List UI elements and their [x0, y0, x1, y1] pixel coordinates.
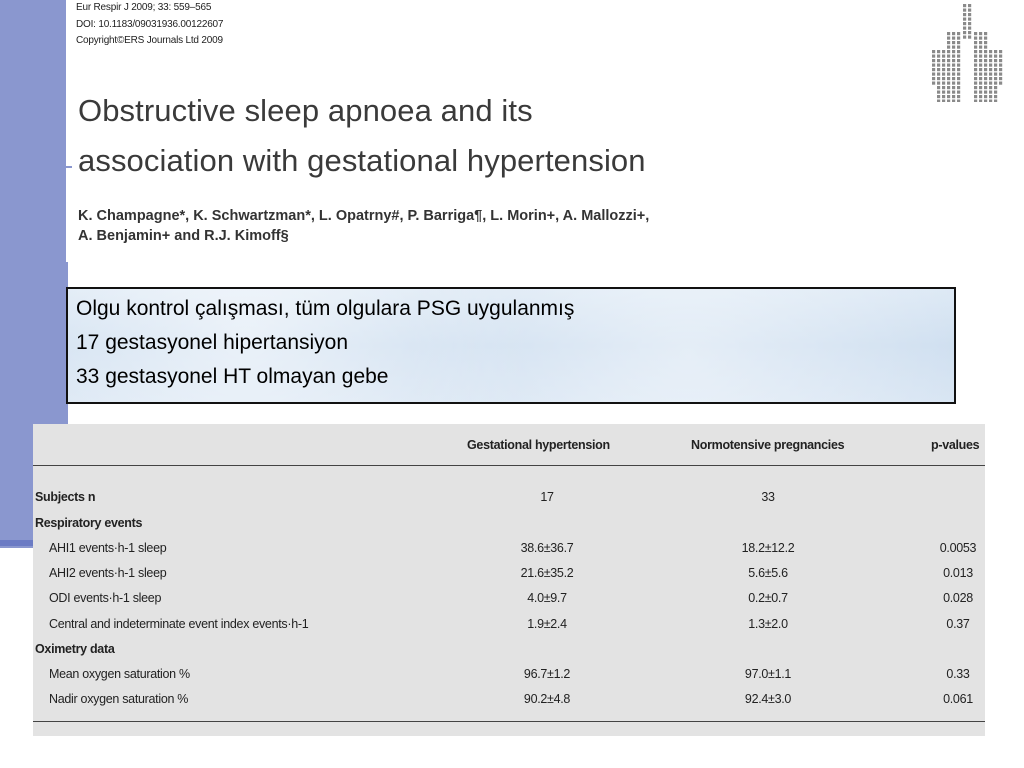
authors-line-1: K. Champagne*, K. Schwartzman*, L. Opatrny#, P. Barriga¶, L. Morin+, A. Mallozzi+, — [78, 208, 650, 224]
cell-p-value: 0.33 — [946, 667, 970, 681]
citation-block — [76, 0, 223, 50]
authors-line-2: A. Benjamin+ and R.J. Kimoff§ — [78, 228, 289, 244]
cell-normotensive-pregnancies: 0.2±0.7 — [748, 591, 788, 605]
table-row-label: Central and indeterminate event index events·h-1 — [49, 617, 309, 631]
table-section-label: Oximetry data — [35, 642, 115, 656]
table-row-label: AHI2 events·h-1 sleep — [49, 566, 167, 580]
cell-p-value: 0.0053 — [939, 541, 977, 555]
cell-gestational-hypertension: 90.2±4.8 — [523, 692, 571, 706]
header-p-values: p-values — [931, 438, 980, 452]
results-table — [33, 424, 985, 736]
header-normotensive-pregnancies: Normotensive pregnancies — [691, 438, 845, 452]
cell-p-value: 0.061 — [943, 692, 973, 706]
cell-normotensive-pregnancies: 33 — [761, 490, 775, 504]
cell-normotensive-pregnancies: 18.2±12.2 — [741, 541, 795, 555]
table-section-label: Respiratory events — [35, 516, 143, 530]
table-row-label: Nadir oxygen saturation % — [49, 692, 189, 706]
cell-normotensive-pregnancies: 5.6±5.6 — [748, 566, 788, 580]
footer-rule — [33, 721, 985, 722]
copyright-text: Copyright©ERS Journals Ltd 2009 — [76, 35, 223, 46]
summary-line-1: Olgu kontrol çalışması, tüm olgulara PSG uygulanmış — [76, 297, 575, 320]
header-gestational-hypertension: Gestational hypertension — [467, 438, 610, 452]
table-row-label: Mean oxygen saturation % — [49, 667, 190, 681]
title-line-1: Obstructive sleep apnoea and its — [78, 93, 533, 128]
ers-lung-logo-icon — [919, 2, 1015, 102]
table-row-label: AHI1 events·h-1 sleep — [49, 541, 167, 555]
doi-text: DOI: 10.1183/09031936.00122607 — [76, 18, 224, 30]
cell-gestational-hypertension: 38.6±36.7 — [520, 541, 574, 555]
cell-gestational-hypertension: 21.6±35.2 — [520, 566, 574, 580]
summary-line-3: 33 gestasyonel HT olmayan gebe — [76, 365, 389, 388]
cell-p-value: 0.37 — [946, 617, 970, 631]
table-section-label: Subjects n — [35, 490, 96, 504]
summary-line-2: 17 gestasyonel hipertansiyon — [76, 331, 349, 354]
article-title — [78, 86, 646, 186]
cell-gestational-hypertension: 96.7±1.2 — [523, 667, 571, 681]
author-list — [78, 206, 649, 246]
cell-gestational-hypertension: 4.0±9.7 — [527, 591, 567, 605]
slide-accent-rule — [42, 166, 72, 168]
cell-normotensive-pregnancies: 97.0±1.1 — [744, 667, 792, 681]
cell-p-value: 0.013 — [943, 566, 973, 580]
table-row-label: ODI events·h-1 sleep — [49, 591, 162, 605]
article-header — [66, 0, 1024, 262]
journal-reference: Eur Respir J 2009; 33: 559–565 — [76, 2, 212, 13]
header-rule — [33, 465, 985, 466]
cell-normotensive-pregnancies: 1.3±2.0 — [748, 617, 788, 631]
title-line-2: association with gestational hypertension — [78, 143, 646, 178]
cell-gestational-hypertension: 1.9±2.4 — [527, 617, 567, 631]
cell-gestational-hypertension: 17 — [540, 490, 554, 504]
cell-normotensive-pregnancies: 92.4±3.0 — [744, 692, 792, 706]
study-summary-box — [66, 287, 956, 404]
cell-p-value: 0.028 — [943, 591, 973, 605]
